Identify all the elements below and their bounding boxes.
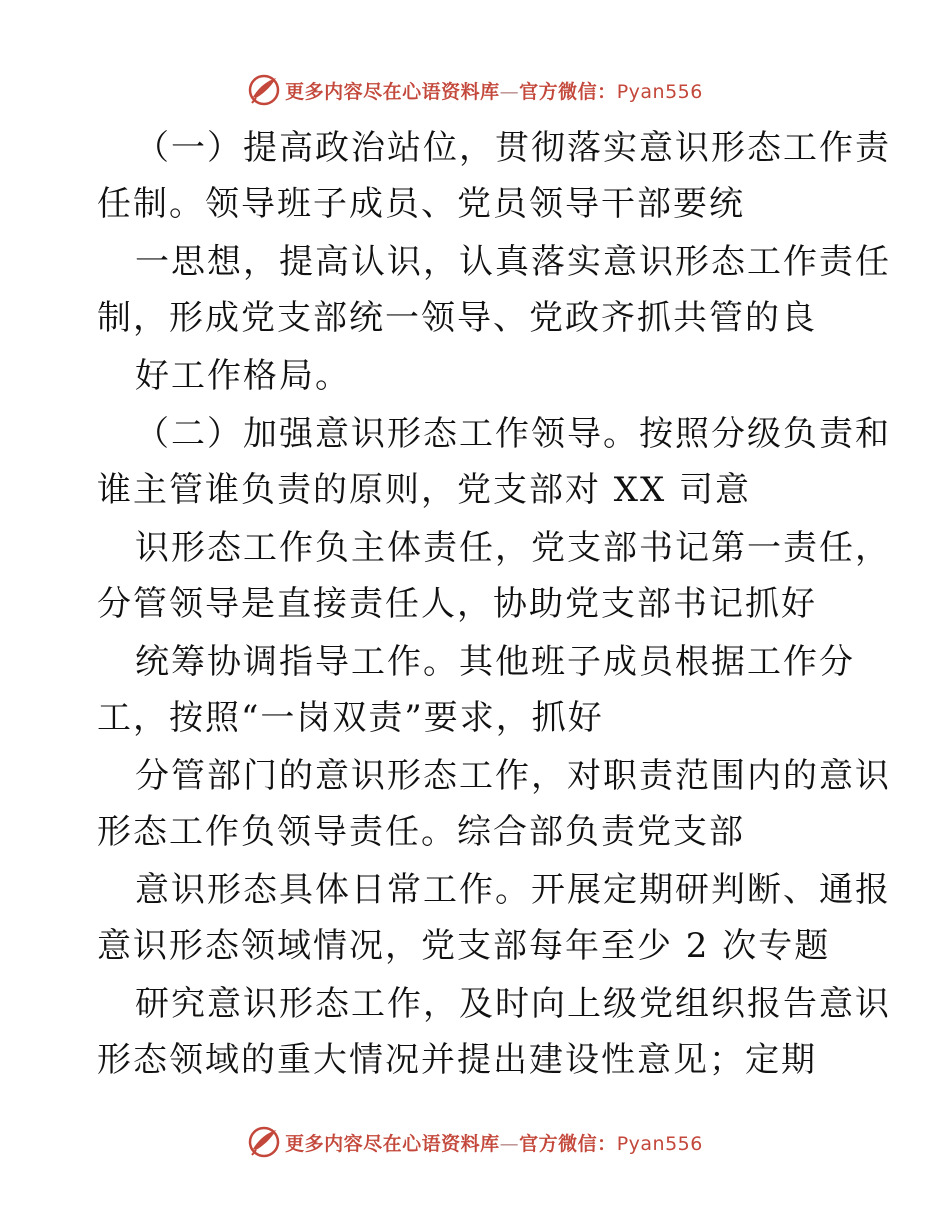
text-line: 分管领导是直接责任人，协助党支部书记抓好 — [97, 584, 817, 624]
text-line: （一）提高政治站位，贯彻落实意识形态工作责 — [135, 128, 891, 168]
header-watermark — [0, 70, 950, 110]
text-line: 任制。领导班子成员、党员领导干部要统 — [97, 184, 745, 224]
text-line: 意识形态具体日常工作。开展定期研判断、通报 — [135, 870, 891, 910]
text-line: 一思想，提高认识，认真落实意识形态工作责任 — [135, 242, 891, 282]
text-line: 工，按照“一岗双责”要求，抓好 — [97, 698, 604, 738]
feather-pen-logo-icon — [247, 1125, 281, 1159]
text-line: 好工作格局。 — [135, 356, 351, 396]
footer-watermark — [0, 1122, 950, 1162]
text-line: 统筹协调指导工作。其他班子成员根据工作分 — [135, 642, 855, 682]
feather-pen-logo-icon — [247, 73, 281, 107]
watermark-text: 更多内容尽在心语资料库—官方微信：Pyan556 — [285, 80, 703, 103]
text-line: 识形态工作负主体责任，党支部书记第一责任， — [135, 528, 891, 568]
text-line: 研究意识形态工作，及时向上级党组织报告意识 — [135, 984, 891, 1024]
text-line: （二）加强意识形态工作领导。按照分级负责和 — [135, 414, 891, 454]
watermark-text: 更多内容尽在心语资料库—官方微信：Pyan556 — [285, 1132, 703, 1155]
text-line: 谁主管谁负责的原则，党支部对 XX 司意 — [97, 470, 752, 510]
text-line: 形态工作负领导责任。综合部负责党支部 — [97, 812, 745, 852]
text-line: 分管部门的意识形态工作，对职责范围内的意识 — [135, 756, 891, 796]
text-line: 形态领域的重大情况并提出建设性意见；定期 — [97, 1040, 817, 1080]
text-line: 制，形成党支部统一领导、党政齐抓共管的良 — [97, 298, 817, 338]
text-line: 意识形态领域情况，党支部每年至少 2 次专题 — [97, 926, 831, 966]
